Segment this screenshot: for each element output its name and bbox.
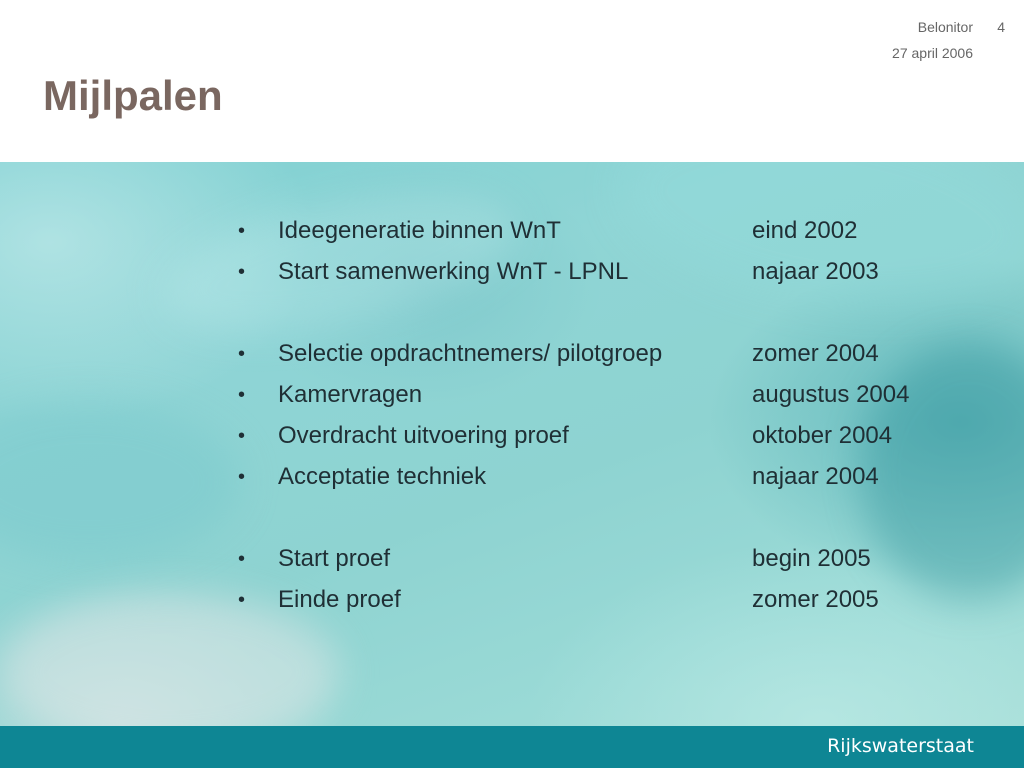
header-date: 27 april 2006 xyxy=(892,45,973,61)
page-number: 4 xyxy=(997,19,1005,35)
milestone-item xyxy=(238,379,998,411)
bullet-icon: • xyxy=(238,548,246,570)
milestone-date: najaar 2004 xyxy=(752,463,879,490)
header-organization: Belonitor xyxy=(917,19,973,35)
milestone-date: zomer 2005 xyxy=(752,586,879,613)
milestone-label: Start proef xyxy=(278,545,391,572)
slide-header xyxy=(0,0,1024,162)
milestone-label: Overdracht uitvoering proef xyxy=(278,422,569,449)
brand-logo: Rijkswaterstaat xyxy=(827,735,974,757)
milestone-date: augustus 2004 xyxy=(752,381,910,408)
content-panel xyxy=(0,162,1024,726)
milestone-item xyxy=(238,543,998,575)
milestone-list xyxy=(0,162,1024,726)
milestone-item xyxy=(238,420,998,452)
bullet-icon: • xyxy=(238,261,246,283)
milestone-label: Start samenwerking WnT - LPNL xyxy=(278,258,629,285)
milestone-date: najaar 2003 xyxy=(752,258,879,285)
milestone-date: eind 2002 xyxy=(752,217,858,244)
milestone-item xyxy=(238,461,998,493)
milestone-item xyxy=(238,256,998,288)
milestone-label: Ideegeneratie binnen WnT xyxy=(278,217,561,244)
milestone-date: zomer 2004 xyxy=(752,340,879,367)
slide-title: Mijlpalen xyxy=(43,72,223,119)
milestone-item xyxy=(238,584,998,616)
milestone-label: Einde proef xyxy=(278,586,401,613)
bullet-icon: • xyxy=(238,589,246,611)
milestone-date: begin 2005 xyxy=(752,545,871,572)
milestone-item xyxy=(238,215,998,247)
bullet-icon: • xyxy=(238,384,246,406)
bullet-icon: • xyxy=(238,425,246,447)
milestone-label: Selectie opdrachtnemers/ pilotgroep xyxy=(278,340,663,367)
milestone-item xyxy=(238,338,998,370)
milestone-date: oktober 2004 xyxy=(752,422,893,449)
bullet-icon: • xyxy=(238,343,246,365)
bullet-icon: • xyxy=(238,220,246,242)
bullet-icon: • xyxy=(238,466,246,488)
milestone-label: Kamervragen xyxy=(278,381,423,408)
footer-bar xyxy=(0,726,1024,768)
milestone-label: Acceptatie techniek xyxy=(278,463,487,490)
